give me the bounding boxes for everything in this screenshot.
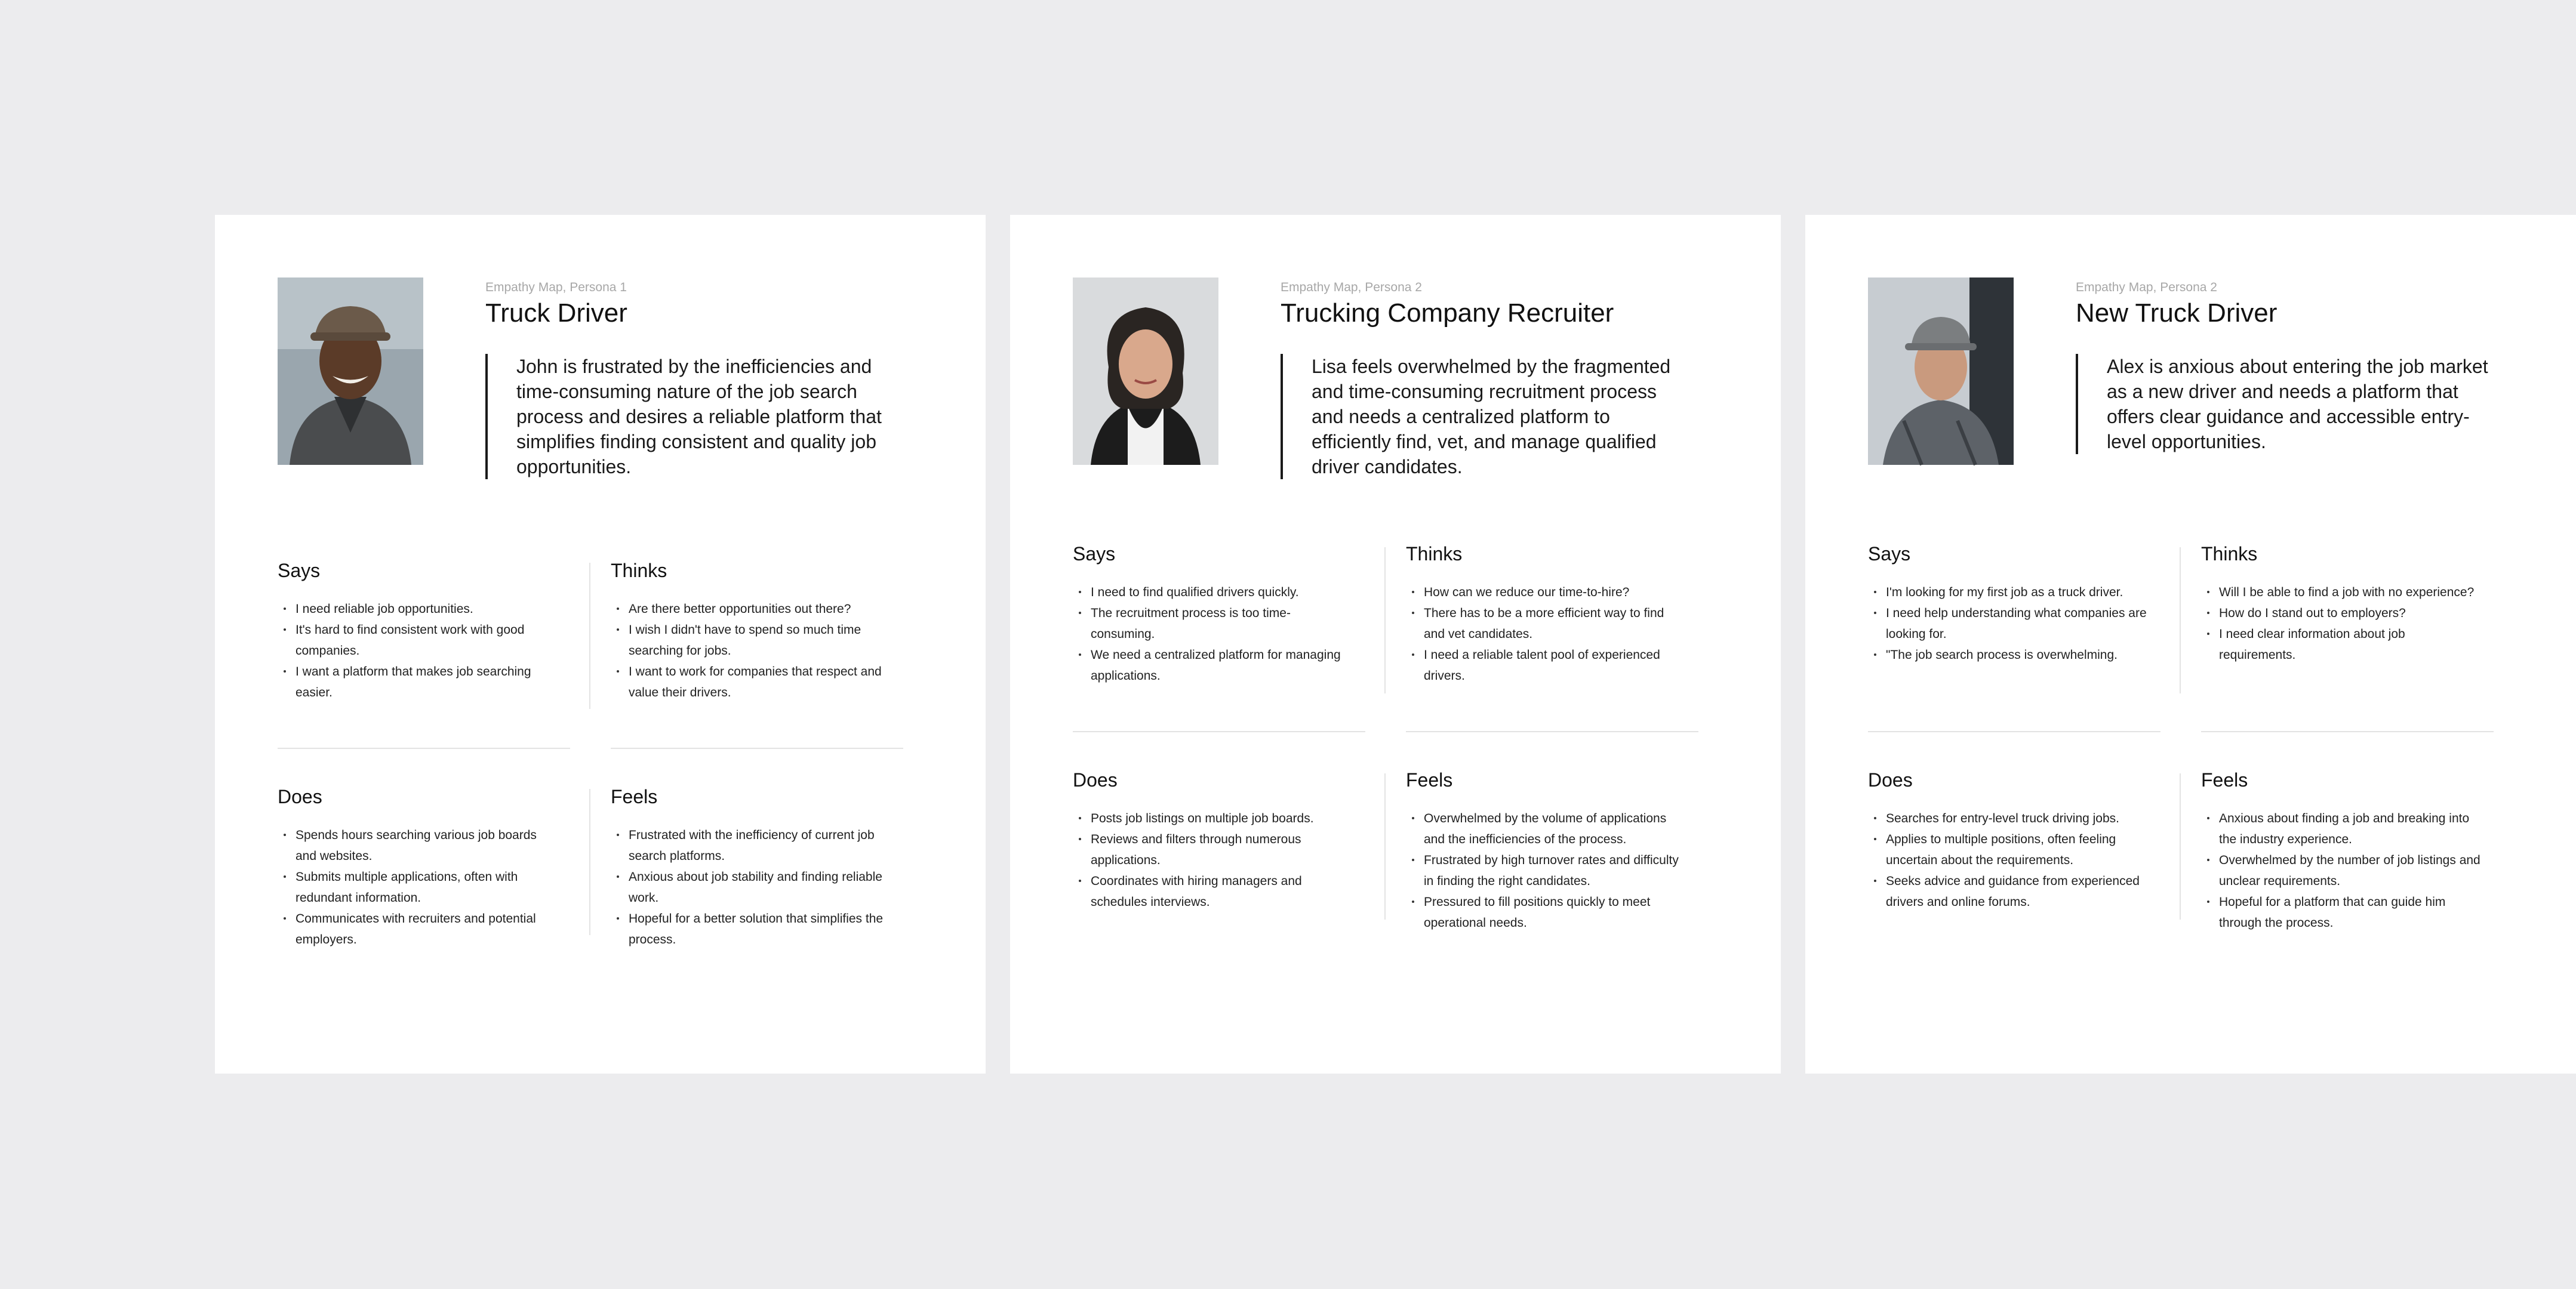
does-section xyxy=(1073,769,1353,912)
list-item: Coordinates with hiring managers and schedules interviews. xyxy=(1091,871,1353,912)
thinks-list xyxy=(2201,582,2482,665)
list-item: Overwhelmed by the volume of applications and the inefficiencies of the process. xyxy=(1424,808,1686,850)
quadrant-divider-right xyxy=(2201,731,2494,732)
person-photo-icon xyxy=(278,277,423,465)
list-item: Posts job listings on multiple job boards. xyxy=(1091,808,1353,829)
thinks-list xyxy=(1406,582,1686,686)
persona-3-avatar xyxy=(1868,277,2014,465)
persona-1-title: Truck Driver xyxy=(485,298,627,328)
list-item: Hopeful for a better solution that simplifies the process. xyxy=(629,908,891,950)
list-item: Anxious about job stability and finding reliable work. xyxy=(629,866,891,908)
persona-3-quote: Alex is anxious about entering the job market as a new driver and needs a platform that offers clear guidance and accessible entry-level opportunities. xyxy=(2076,354,2489,454)
list-item: Searches for entry-level truck driving jobs. xyxy=(1886,808,2149,829)
list-item: The recruitment process is too time-consuming. xyxy=(1091,603,1353,644)
persona-2-avatar xyxy=(1073,277,1218,465)
list-item: Reviews and filters through numerous applications. xyxy=(1091,829,1353,871)
persona-2-quote: Lisa feels overwhelmed by the fragmented and time-consuming recruitment process and needs a centralized platform to efficiently find, vet, and manage qualified driver candidates. xyxy=(1281,354,1694,479)
feels-heading: Feels xyxy=(2201,769,2248,791)
persona-1-eyebrow: Empathy Map, Persona 1 xyxy=(485,280,627,294)
thinks-heading: Thinks xyxy=(1406,543,1463,565)
list-item: "The job search process is overwhelming. xyxy=(1886,644,2149,665)
says-section xyxy=(1073,543,1353,686)
persona-2-title: Trucking Company Recruiter xyxy=(1281,298,1614,328)
quadrant-divider-vertical xyxy=(589,563,590,709)
list-item: Submits multiple applications, often with redundant information. xyxy=(296,866,558,908)
thinks-section xyxy=(2201,543,2482,665)
list-item: Overwhelmed by the number of job listings and unclear requirements. xyxy=(2219,850,2482,892)
feels-section xyxy=(611,786,891,950)
thinks-section xyxy=(1406,543,1686,686)
persona-1-quote: John is frustrated by the inefficiencies and time-consuming nature of the job search process and desires a reliable platform that simplifies finding consistent and quality job opportunities. xyxy=(485,354,898,479)
does-list xyxy=(1073,808,1353,912)
persona-1-avatar xyxy=(278,277,423,465)
does-list xyxy=(278,825,558,950)
persona-3-title: New Truck Driver xyxy=(2076,298,2278,328)
persona-3-eyebrow: Empathy Map, Persona 2 xyxy=(2076,280,2217,294)
list-item: There has to be a more efficient way to find and vet candidates. xyxy=(1424,603,1686,644)
list-item: I need to find qualified drivers quickly. xyxy=(1091,582,1353,603)
feels-list xyxy=(611,825,891,950)
quadrant-divider-left xyxy=(1868,731,2160,732)
list-item: Are there better opportunities out there? xyxy=(629,599,891,619)
list-item: Applies to multiple positions, often feeling uncertain about the requirements. xyxy=(1886,829,2149,871)
list-item: Communicates with recruiters and potential employers. xyxy=(296,908,558,950)
list-item: I need help understanding what companies are looking for. xyxy=(1886,603,2149,644)
list-item: Will I be able to find a job with no experience? xyxy=(2219,582,2482,603)
list-item: I need a reliable talent pool of experienced drivers. xyxy=(1424,644,1686,686)
says-list xyxy=(278,599,558,703)
says-heading: Says xyxy=(1868,543,1911,565)
says-list xyxy=(1073,582,1353,686)
persona-card-3 xyxy=(1805,215,2576,1074)
list-item: Pressured to fill positions quickly to meet operational needs. xyxy=(1424,892,1686,933)
list-item: It's hard to find consistent work with good companies. xyxy=(296,619,558,661)
thinks-list xyxy=(611,599,891,703)
does-heading: Does xyxy=(1868,769,1913,791)
feels-heading: Feels xyxy=(1406,769,1453,791)
says-list xyxy=(1868,582,2149,665)
thinks-heading: Thinks xyxy=(611,560,667,581)
says-section xyxy=(278,560,558,703)
list-item: I'm looking for my first job as a truck driver. xyxy=(1886,582,2149,603)
does-list xyxy=(1868,808,2149,912)
list-item: Seeks advice and guidance from experienced drivers and online forums. xyxy=(1886,871,2149,912)
says-section xyxy=(1868,543,2149,665)
list-item: I want to work for companies that respect and value their drivers. xyxy=(629,661,891,703)
list-item: Anxious about finding a job and breaking into the industry experience. xyxy=(2219,808,2482,850)
list-item: Spends hours searching various job boards and websites. xyxy=(296,825,558,866)
list-item: Frustrated by high turnover rates and difficulty in finding the right candidates. xyxy=(1424,850,1686,892)
list-item: How can we reduce our time-to-hire? xyxy=(1424,582,1686,603)
does-section xyxy=(278,786,558,950)
list-item: I want a platform that makes job searching easier. xyxy=(296,661,558,703)
list-item: We need a centralized platform for managing applications. xyxy=(1091,644,1353,686)
quadrant-divider-vertical xyxy=(2180,547,2181,693)
feels-section xyxy=(2201,769,2482,933)
list-item: I need reliable job opportunities. xyxy=(296,599,558,619)
quadrant-divider-vertical xyxy=(2180,773,2181,920)
list-item: I need clear information about job requirements. xyxy=(2219,624,2482,665)
quadrant-divider-left xyxy=(278,748,570,749)
list-item: Frustrated with the inefficiency of current job search platforms. xyxy=(629,825,891,866)
persona-2-eyebrow: Empathy Map, Persona 2 xyxy=(1281,280,1422,294)
does-heading: Does xyxy=(1073,769,1118,791)
quadrant-divider-left xyxy=(1073,731,1365,732)
persona-card-1 xyxy=(215,215,986,1074)
thinks-section xyxy=(611,560,891,703)
thinks-heading: Thinks xyxy=(2201,543,2258,565)
does-section xyxy=(1868,769,2149,912)
feels-list xyxy=(2201,808,2482,933)
list-item: I wish I didn't have to spend so much time searching for jobs. xyxy=(629,619,891,661)
feels-heading: Feels xyxy=(611,786,658,807)
feels-section xyxy=(1406,769,1686,933)
quadrant-divider-vertical xyxy=(1384,547,1386,693)
person-photo-icon xyxy=(1073,277,1218,465)
feels-list xyxy=(1406,808,1686,933)
persona-card-2 xyxy=(1010,215,1781,1074)
quadrant-divider-right xyxy=(1406,731,1698,732)
quadrant-divider-right xyxy=(611,748,903,749)
does-heading: Does xyxy=(278,786,322,807)
quadrant-divider-vertical xyxy=(1384,773,1386,920)
list-item: How do I stand out to employers? xyxy=(2219,603,2482,624)
list-item: Hopeful for a platform that can guide him through the process. xyxy=(2219,892,2482,933)
says-heading: Says xyxy=(1073,543,1116,565)
quadrant-divider-vertical xyxy=(589,789,590,935)
person-photo-icon xyxy=(1868,277,2014,465)
says-heading: Says xyxy=(278,560,321,581)
